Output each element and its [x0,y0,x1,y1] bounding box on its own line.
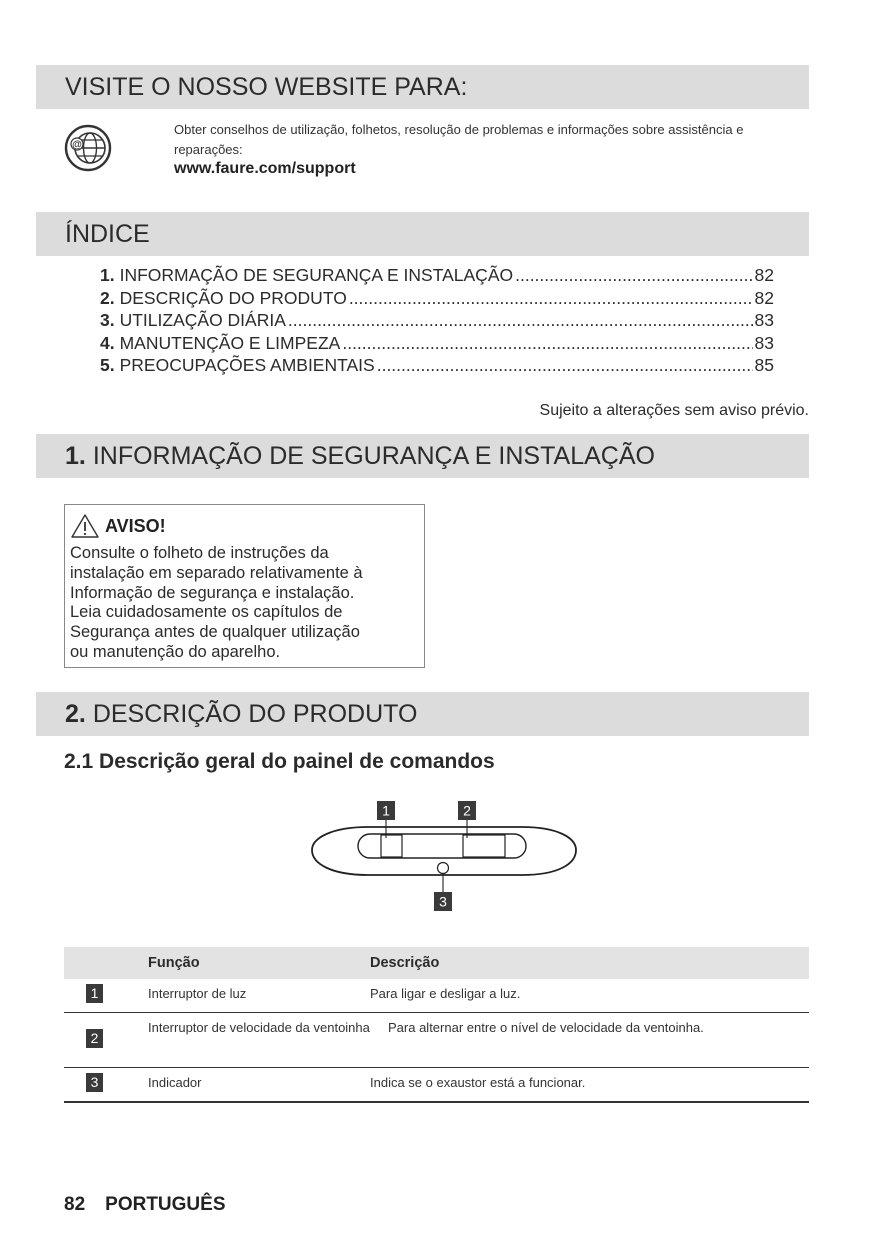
svg-text:2: 2 [463,802,471,819]
row-number-badge: 1 [86,984,103,1003]
indicator-light [438,863,449,874]
website-url[interactable]: www.faure.com/support [174,160,356,177]
table-row: 1 Interruptor de luz Para ligar e desligar a luz. [64,979,809,1013]
toc-item[interactable]: 2. DESCRIÇÃO DO PRODUTO ..... 82 [100,287,774,310]
warning-text: Consulte o folheto de instruções da instalação em separado relativamente à Informação de segurança e instalação. Leia cuidadosamente os capítulos de Segurança antes de qualquer utilização ou manutenção do aparelho. [70,544,363,661]
toc-item[interactable]: 5. PREOCUPAÇÕES AMBIENTAIS ..... 85 [100,354,774,377]
row-number-badge: 3 [86,1073,103,1092]
row-number-badge: 2 [86,1029,103,1048]
section-2-heading: 2. DESCRIÇÃO DO PRODUTO [36,692,809,736]
toc-item[interactable]: 4. MANUTENÇÃO E LIMPEZA ..... 83 [100,332,774,355]
table-header [64,947,809,979]
warning-header [70,510,424,542]
header-description: Descrição [370,955,440,971]
page-footer [64,1194,246,1216]
section-1-heading: 1. INFORMAÇÃO DE SEGURANÇA E INSTALAÇÃO [36,434,809,478]
header-function: Função [148,955,200,971]
light-switch [381,835,402,857]
page-number: 82 [64,1194,86,1215]
warning-label: AVISO! [105,515,166,536]
globe-at-icon [64,124,112,172]
svg-text:1: 1 [382,802,390,819]
control-panel-diagram [300,796,590,916]
change-notice: Sujeito a alterações sem aviso prévio. [539,402,809,419]
table-row: 2 Interruptor de velocidade da ventoinha Para alternar entre o nível de velocidade da ventoinha. [64,1013,809,1068]
controls-table [64,947,809,1103]
fan-speed-switch [463,835,505,857]
subsection-heading: 2.1 Descrição geral do painel de comandos [64,750,495,773]
warning-triangle-icon [70,513,100,539]
website-heading: VISITE O NOSSO WEBSITE PARA: [36,65,809,109]
website-description: Obter conselhos de utilização, folhetos, resolução de problemas e informações sobre assistência e reparações: [174,122,744,157]
table-row: 3 Indicador Indica se o exaustor está a funcionar. [64,1068,809,1103]
toc-item[interactable]: 1. INFORMAÇÃO DE SEGURANÇA E INSTALAÇÃO ..... 82 [100,264,774,287]
toc-item[interactable]: 3. UTILIZAÇÃO DIÁRIA ..... 83 [100,309,774,332]
warning-box [64,504,425,668]
table-of-contents [100,264,774,377]
svg-text:3: 3 [439,893,447,910]
toc-heading: ÍNDICE [36,212,809,256]
language-label: PORTUGUÊS [105,1194,226,1215]
svg-text:@: @ [72,139,82,151]
